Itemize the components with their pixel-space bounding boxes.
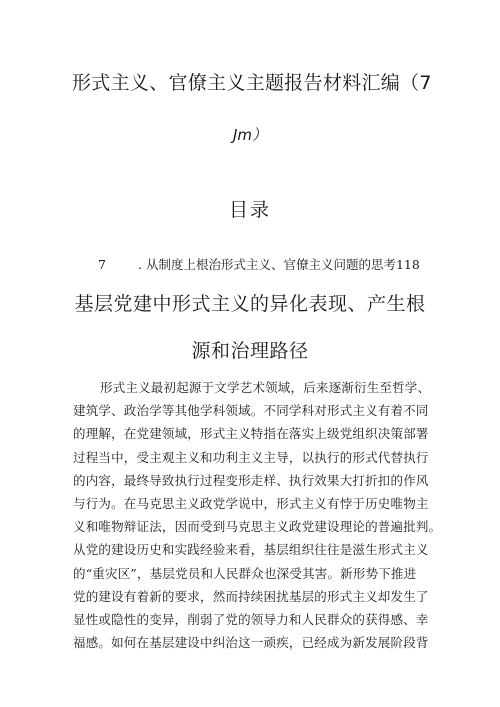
body-line: 显性或隐性的变异，削弱了党的领导力和人民群众的获得感、幸	[73, 612, 429, 628]
toc-entry-number: 7	[98, 257, 106, 272]
toc-entry[interactable]	[98, 256, 438, 274]
body-line: 的内容，最终导致执行过程变形走样、执行效果大打折扣的作风	[73, 472, 429, 488]
body-line: 义和唯物辩证法，因而受到马克思主义政党建设理论的普遍批判。	[73, 519, 442, 535]
body-line: 党的建设有着新的要求，然而持续困扰基层的形式主义却发生了	[73, 588, 429, 604]
body-line: 的理解，在党建领域，形式主义特指在落实上级党组织决策部署	[73, 426, 429, 442]
body-line: 与行为。在马克思主义政党学说中，形式主义有悖于历史唯物主	[73, 496, 429, 512]
body-line: 形式主义最初起源于文学艺术领域，后来逐渐衍生至哲学、	[100, 380, 431, 395]
article-title-line-1: 基层党建中形式主义的异化表现、产生根	[74, 293, 426, 315]
body-line: 福感。如何在基层建设中纠治这一顽疾，已经成为新发展阶段背	[73, 635, 429, 651]
body-line: 过程当中，受主观主义和功利主义主导，以执行的形式代替执行	[73, 449, 429, 465]
document-title-continuation: Jm）	[232, 126, 268, 144]
article-title-line-2: 源和治理路径	[191, 340, 309, 362]
toc-entry-text: . 从制度上根治形式主义、官僚主义问题的思考118	[138, 257, 420, 272]
body-line: 的“重灾区”，基层党员和人民群众也深受其害。新形势下推进	[73, 565, 417, 581]
toc-heading: 目录	[228, 199, 271, 221]
article-body	[73, 376, 445, 654]
document-title: 形式主义、官僚主义主题报告材料汇编（7	[72, 72, 432, 94]
body-line: 从党的建设历史和实践经验来看，基层组织往往是滋生形式主义	[73, 542, 429, 558]
body-line: 建筑学、政治学等其他学科领域。不同学科对形式主义有着不同	[73, 403, 429, 419]
